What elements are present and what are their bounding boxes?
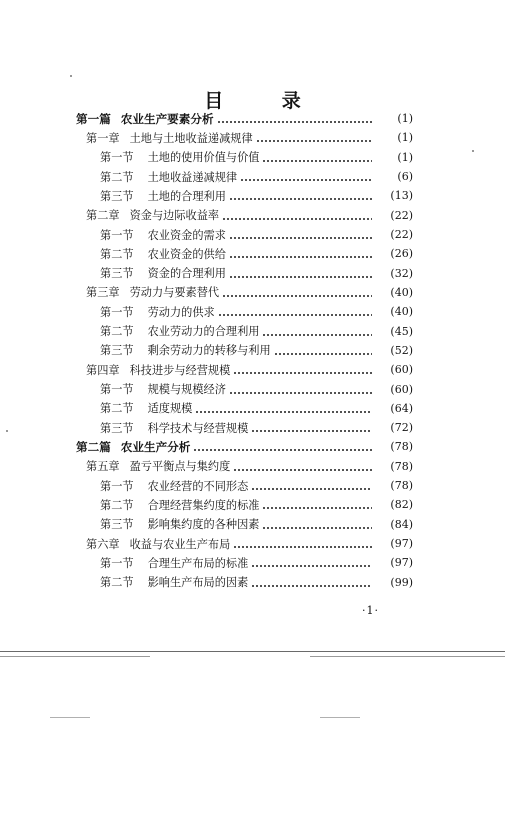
toc-entry-label — [100, 188, 226, 204]
toc-entry-title: 劳动力的供求 — [147, 305, 215, 319]
toc-entry-number: 第四章 — [86, 363, 120, 377]
toc-page-number: (84) — [390, 517, 413, 531]
toc-entry-number: 第二节 — [100, 325, 134, 339]
toc-entry-label — [86, 130, 253, 146]
scan-rule-lower — [310, 656, 505, 657]
dot-leader — [251, 577, 372, 588]
toc-entry-number: 第二节 — [100, 498, 134, 512]
dot-leader — [274, 345, 372, 356]
toc-entry-title: 适度规模 — [147, 402, 193, 416]
toc-entry-label — [100, 323, 259, 339]
scan-rule-lower — [0, 656, 150, 657]
dot-leader — [233, 364, 372, 375]
toc-entry-title: 土地收益递减规律 — [147, 170, 238, 184]
toc-entry-number: 第二节 — [100, 170, 134, 184]
toc-page-number: (78) — [390, 440, 413, 454]
toc-page-number: (64) — [390, 401, 413, 415]
toc-part-entry — [0, 437, 505, 456]
toc-entry-label — [100, 420, 248, 436]
toc-entry-number: 第一章 — [86, 131, 120, 145]
toc-section-entry — [0, 553, 505, 572]
scan-mark — [320, 717, 360, 718]
toc-entry-number: 第三节 — [100, 518, 134, 532]
toc-entry-title: 收益与农业生产布局 — [129, 537, 231, 551]
toc-page-number: (99) — [390, 575, 413, 589]
dot-leader — [229, 268, 372, 279]
toc-chapter-entry — [0, 534, 505, 553]
toc-entry-title: 合理经营集约度的标准 — [147, 498, 260, 512]
dot-leader — [262, 326, 372, 337]
toc-entry-label — [86, 362, 230, 378]
toc-page-number: (45) — [390, 324, 413, 338]
toc-page-number: (60) — [390, 382, 413, 396]
toc-page-number: (78) — [390, 459, 413, 473]
toc-section-entry — [0, 167, 505, 186]
toc-entry-label — [100, 265, 226, 281]
toc-page-number: (26) — [390, 247, 413, 261]
dot-leader — [229, 248, 372, 259]
toc-entry-number: 第三节 — [100, 344, 134, 358]
toc-entry-label — [86, 536, 230, 552]
toc-entry-title: 资金与边际收益率 — [129, 209, 220, 223]
toc-entry-title: 资金的合理利用 — [147, 267, 226, 281]
toc-entry-title: 农业生产分析 — [120, 439, 191, 454]
toc-page-number: (72) — [390, 421, 413, 435]
toc-page-number: (78) — [390, 479, 413, 493]
toc-entry-label — [86, 458, 230, 474]
toc-section-entry — [0, 264, 505, 283]
scan-speck — [6, 430, 8, 432]
dot-leader — [229, 190, 372, 201]
dot-leader — [262, 152, 372, 163]
dot-leader — [251, 422, 372, 433]
toc-entry-title: 农业劳动力的合理利用 — [147, 325, 260, 339]
toc-entry-label — [86, 284, 219, 300]
dot-leader — [262, 499, 372, 510]
toc-entry-title: 农业经营的不同形态 — [147, 479, 249, 493]
toc-entry-number: 第一节 — [100, 305, 134, 319]
toc-chapter-entry — [0, 128, 505, 147]
toc-page-number: (1) — [397, 150, 413, 164]
toc-entry-label — [100, 400, 192, 416]
toc-page-number: (40) — [390, 285, 413, 299]
toc-entry-number: 第三节 — [100, 189, 134, 203]
dot-leader — [222, 287, 372, 298]
toc-section-entry — [0, 321, 505, 340]
toc-entry-number: 第五章 — [86, 460, 120, 474]
dot-leader — [193, 441, 372, 452]
toc-page-number: (13) — [390, 189, 413, 203]
dot-leader — [233, 538, 372, 549]
toc-entry-label — [100, 516, 259, 532]
toc-section-entry — [0, 244, 505, 263]
toc-page-number: (97) — [390, 556, 413, 570]
toc-section-entry — [0, 148, 505, 167]
toc-section-entry — [0, 476, 505, 495]
dot-leader — [233, 461, 372, 472]
dot-leader — [251, 480, 372, 491]
toc-entry-number: 第一篇 — [76, 111, 111, 126]
toc-entry-number: 第二节 — [100, 576, 134, 590]
toc-list — [0, 109, 505, 592]
dot-leader — [217, 113, 372, 124]
toc-page-number: (22) — [390, 228, 413, 242]
dot-leader — [251, 557, 372, 568]
toc-entry-label — [100, 497, 259, 513]
dot-leader — [222, 210, 372, 221]
toc-page-number: (22) — [390, 208, 413, 222]
toc-entry-title: 农业资金的供给 — [147, 247, 226, 261]
toc-page-number: (82) — [390, 498, 413, 512]
dot-leader — [256, 132, 372, 143]
toc-chapter-entry — [0, 360, 505, 379]
toc-page-number: (6) — [397, 170, 413, 184]
toc-entry-number: 第一节 — [100, 556, 134, 570]
toc-entry-number: 第六章 — [86, 537, 120, 551]
toc-page-number: (52) — [390, 343, 413, 357]
dot-leader — [240, 171, 372, 182]
toc-section-entry — [0, 186, 505, 205]
toc-entry-title: 农业资金的需求 — [147, 228, 226, 242]
toc-entry-label — [100, 149, 259, 165]
scan-speck — [472, 150, 474, 152]
toc-page-number: (40) — [390, 305, 413, 319]
scan-speck — [70, 75, 72, 77]
toc-entry-title: 劳动力与要素替代 — [129, 286, 220, 300]
toc-chapter-entry — [0, 283, 505, 302]
toc-title: 目 录 — [204, 90, 327, 112]
toc-entry-label — [86, 207, 219, 223]
dot-leader — [195, 403, 372, 414]
toc-entry-label — [100, 478, 248, 494]
toc-entry-title: 土地的使用价值与价值 — [147, 151, 260, 165]
toc-entry-number: 第二章 — [86, 209, 120, 223]
toc-entry-title: 土地与土地收益递减规律 — [129, 131, 253, 145]
toc-entry-number: 第一节 — [100, 228, 134, 242]
toc-entry-label — [100, 304, 215, 320]
toc-entry-title: 盈亏平衡点与集约度 — [129, 460, 231, 474]
toc-entry-number: 第三节 — [100, 267, 134, 281]
toc-entry-title: 合理生产布局的标准 — [147, 556, 249, 570]
toc-entry-title: 科学技术与经营规模 — [147, 421, 249, 435]
dot-leader — [229, 384, 372, 395]
toc-page-number: (60) — [390, 363, 413, 377]
toc-section-entry — [0, 495, 505, 514]
dot-leader — [229, 229, 372, 240]
toc-section-entry — [0, 302, 505, 321]
toc-entry-label — [100, 227, 226, 243]
toc-entry-number: 第一节 — [100, 383, 134, 397]
toc-section-entry — [0, 341, 505, 360]
toc-entry-title: 科技进步与经营规模 — [129, 363, 231, 377]
toc-entry-title: 剩余劳动力的转移与利用 — [147, 344, 271, 358]
toc-section-entry — [0, 418, 505, 437]
scan-rule-top — [0, 651, 505, 652]
toc-page-number: (97) — [390, 537, 413, 551]
page-folio: ·1· — [362, 604, 379, 617]
dot-leader — [262, 519, 372, 530]
toc-entry-number: 第二节 — [100, 247, 134, 261]
toc-entry-title: 影响集约度的各种因素 — [147, 518, 260, 532]
toc-entry-label — [76, 439, 190, 455]
toc-entry-label — [100, 555, 248, 571]
toc-section-entry — [0, 399, 505, 418]
dot-leader — [218, 306, 372, 317]
toc-entry-title: 规模与规模经济 — [147, 383, 226, 397]
toc-chapter-entry — [0, 206, 505, 225]
toc-entry-title: 影响生产布局的因素 — [147, 576, 249, 590]
toc-section-entry — [0, 225, 505, 244]
toc-page-number: (1) — [397, 112, 413, 126]
toc-entry-label — [100, 342, 271, 358]
toc-section-entry — [0, 573, 505, 592]
toc-entry-number: 第三节 — [100, 421, 134, 435]
toc-entry-number: 第一节 — [100, 479, 134, 493]
toc-entry-label — [76, 111, 214, 127]
toc-entry-number: 第二节 — [100, 402, 134, 416]
toc-entry-title: 土地的合理利用 — [147, 189, 226, 203]
toc-section-entry — [0, 515, 505, 534]
toc-entry-number: 第一节 — [100, 151, 134, 165]
toc-entry-label — [100, 169, 237, 185]
toc-page-number: (32) — [390, 266, 413, 280]
toc-entry-title: 农业生产要素分析 — [120, 111, 214, 126]
toc-chapter-entry — [0, 457, 505, 476]
toc-page-number: (1) — [397, 131, 413, 145]
toc-entry-label — [100, 574, 248, 590]
scan-mark — [50, 717, 90, 718]
toc-section-entry — [0, 379, 505, 398]
toc-entry-number: 第二篇 — [76, 439, 111, 454]
toc-entry-number: 第三章 — [86, 286, 120, 300]
toc-entry-label — [100, 381, 226, 397]
toc-entry-label — [100, 246, 226, 262]
toc-part-entry — [0, 109, 505, 128]
